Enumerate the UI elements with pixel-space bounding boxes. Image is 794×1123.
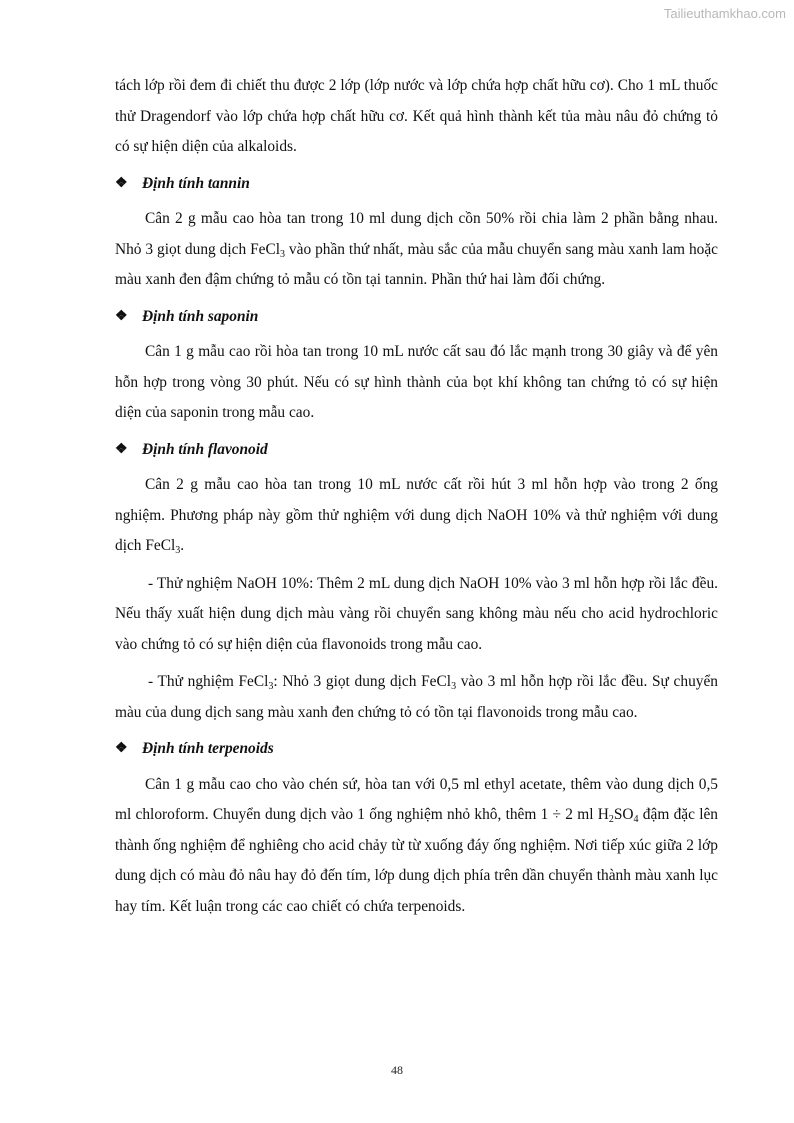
heading-text: Định tính tannin (142, 174, 250, 192)
diamond-bullet-icon: ❖ (115, 308, 128, 324)
section-heading-flavonoid (115, 435, 718, 466)
diamond-bullet-icon: ❖ (115, 741, 128, 756)
page-body (115, 71, 718, 922)
intro-paragraph: tách lớp rồi đem đi chiết thu được 2 lớp (lớp nước và lớp chứa hợp chất hữu cơ). Cho 1 mL thuốc thử Dragendorf vào lớp chứa hợp chất hữu cơ. Kết quả hình thành kết tủa màu nâu đỏ chứng tỏ có sự hiện diện của alkaloids. (115, 77, 718, 155)
section-heading-terpenoids (115, 734, 718, 765)
heading-text: Định tính flavonoid (142, 440, 268, 458)
heading-text: Định tính terpenoids (142, 740, 274, 757)
watermark: Tailieuthamkhao.com (663, 6, 786, 21)
flavonoid-fecl3-test: - Thử nghiệm FeCl$_3$: Nhỏ 3 giọt dung dịch FeCl$_3$ vào 3 ml hỗn hợp rồi lắc đều. Sự chuyển màu của dung dịch sang màu xanh đen chứng tỏ có tồn tại flavonoids trong mẫu cao. (115, 673, 718, 721)
heading-text: Định tính saponin (142, 307, 259, 325)
section-heading-tannin (115, 169, 718, 200)
diamond-bullet-icon: ❖ (115, 175, 128, 191)
flavonoid-paragraph: Cân 2 g mẫu cao hòa tan trong 10 mL nước cất rồi hút 3 ml hỗn hợp vào trong 2 ống nghiệm. Phương pháp này gồm thử nghiệm với dung dịch NaOH 10% và thử nghiệm với dung dịch FeCl$_3$. (115, 476, 718, 556)
saponin-paragraph: Cân 1 g mẫu cao rồi hòa tan trong 10 mL nước cất sau đó lắc mạnh trong 30 giây và để yên hỗn hợp trong vòng 30 phút. Nếu có sự hình thành của bọt khí không tan chứng tỏ có sự hiện diện của saponin trong mẫu cao. (115, 343, 718, 421)
terpenoids-paragraph: Cân 1 g mẫu cao cho vào chén sứ, hòa tan với 0,5 ml ethyl acetate, thêm vào dung dịch 0,5 ml chloroform. Chuyển dung dịch vào 1 ống nghiệm nhỏ khô, thêm 1 ÷ 2 ml $H_2SO_4$ đậm đặc lên thành ống nghiệm để nghiêng cho acid chảy từ từ xuống đáy ống nghiệm. Nơi tiếp xúc giữa 2 lớp dung dịch có màu đỏ nâu hay đỏ đến tím, lớp dung dịch phía trên dần chuyển thành màu xanh lục hay tím. Kết luận trong các cao chiết có chứa terpenoids. (115, 775, 718, 915)
section-heading-saponin (115, 302, 718, 333)
tannin-paragraph: Cân 2 g mẫu cao hòa tan trong 10 ml dung dịch cồn 50% rồi chia làm 2 phần bằng nhau. Nhỏ 3 giọt dung dịch FeCl$_3$ vào phần thứ nhất, màu sắc của mẫu chuyển sang màu xanh lam hoặc màu xanh đen đậm chứng tỏ mẫu có tồn tại tannin. Phần thứ hai làm đối chứng. (115, 210, 718, 288)
flavonoid-naoh-test: - Thử nghiệm NaOH 10%: Thêm 2 mL dung dịch NaOH 10% vào 3 ml hỗn hợp rồi lắc đều. Nếu thấy xuất hiện dung dịch màu vàng rồi chuyển sang không màu nếu cho acid hydrochloric vào chứng tỏ có sự hiện diện của flavonoids trong mẫu cao. (115, 574, 718, 653)
diamond-bullet-icon: ❖ (115, 441, 128, 457)
page-number: 48 (391, 1063, 403, 1077)
